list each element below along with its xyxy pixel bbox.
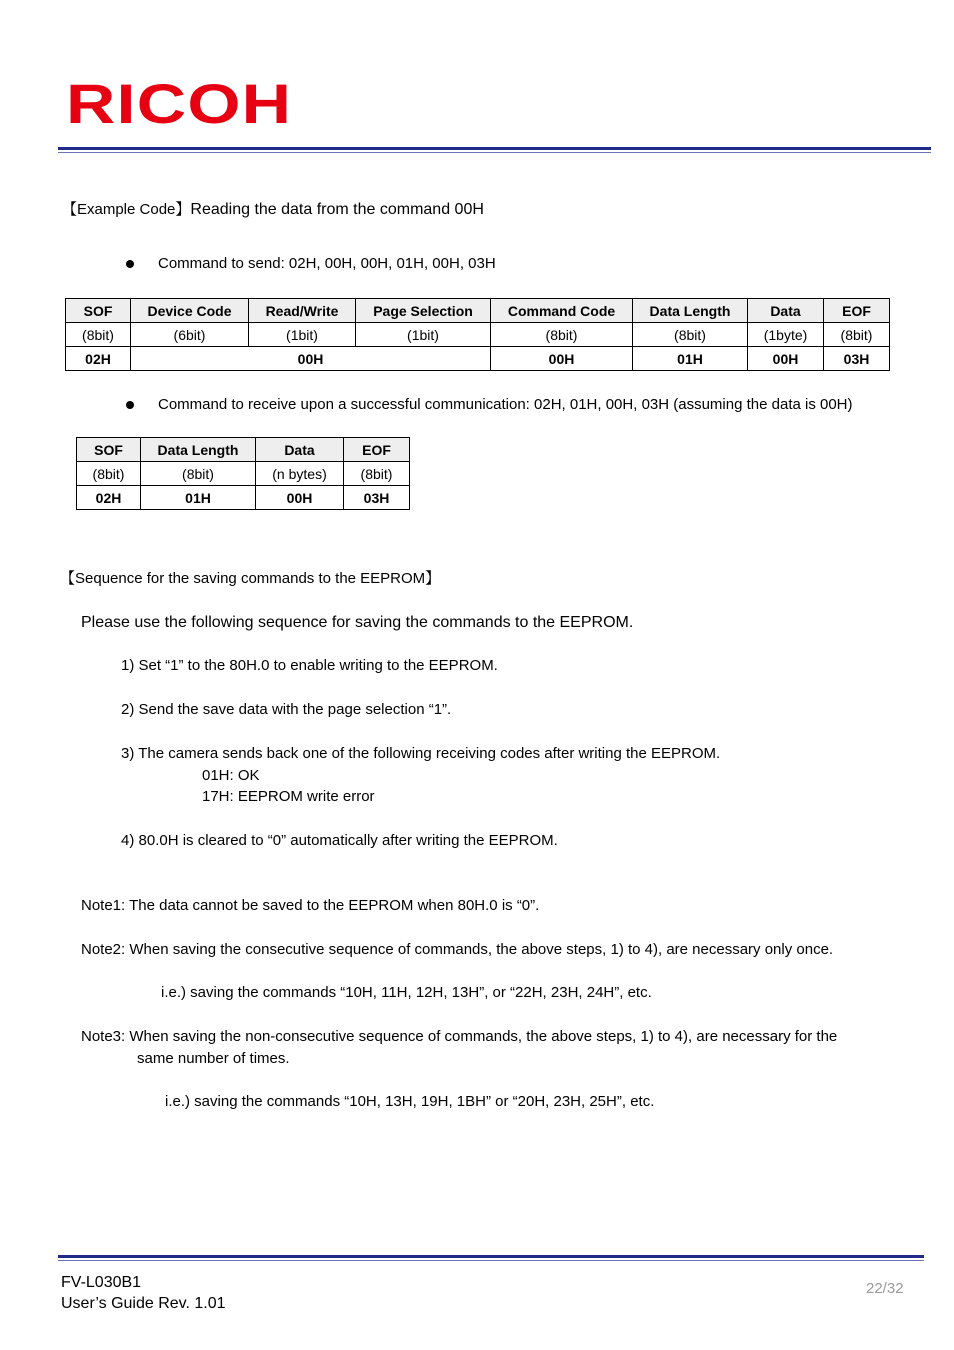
send-command-table [65,298,890,371]
note-2: Note2: When saving the consecutive sequence of commands, the above steps, 1) to 4), are necessary only once. [81,941,834,958]
table-cell: (1byte) [748,323,824,347]
sequence-step-1: 1) Set “1” to the 80H.0 to enable writing to the EEPROM. [121,657,498,674]
table-header-row [66,299,890,323]
receive-code-ok: 01H: OK [202,767,260,784]
note-3-line-1: Note3: When saving the non-consecutive sequence of commands, the above steps, 1) to 4), are necessary for the [81,1028,838,1045]
header-rule-thin [58,152,931,153]
header-rule [58,147,931,150]
table-header-cell: Command Code [491,299,633,323]
table-header-cell: EOF [344,438,410,462]
footer-rule [58,1255,924,1258]
table-cell: 02H [66,347,131,371]
table-cell: 00H [491,347,633,371]
table-cell: 03H [824,347,890,371]
table-cell: 00H [131,347,491,371]
receive-code-error: 17H: EEPROM write error [202,788,375,805]
table-header-cell: Data [748,299,824,323]
page-number: 22/32 [866,1280,904,1297]
bullet-icon [126,401,134,409]
table-cell: (8bit) [491,323,633,347]
footer-guide-revision: User’s Guide Rev. 1.01 [61,1295,226,1312]
table-header-cell: Data [256,438,344,462]
receive-command-text: Command to receive upon a successful communication: 02H, 01H, 00H, 03H (assuming the data is 00H) [158,396,853,413]
table-cell: (8bit) [66,323,131,347]
table-row [66,323,890,347]
table-cell: 03H [344,486,410,510]
sequence-step-4: 4) 80.0H is cleared to “0” automatically after writing the EEPROM. [121,832,558,849]
note-3-example: i.e.) saving the commands “10H, 13H, 19H, 1BH” or “20H, 23H, 25H”, etc. [165,1093,655,1110]
table-cell: (n bytes) [256,462,344,486]
table-cell: (6bit) [131,323,249,347]
table-cell: (1bit) [356,323,491,347]
table-header-cell: Device Code [131,299,249,323]
table-header-cell: SOF [77,438,141,462]
receive-command-table [76,437,410,510]
ricoh-logo: RICOH [66,72,293,135]
table-header-cell: Data Length [141,438,256,462]
note-2-example: i.e.) saving the commands “10H, 11H, 12H, 13H”, or “22H, 23H, 24H”, etc. [161,984,652,1001]
table-cell: (1bit) [249,323,356,347]
table-header-cell: Read/Write [249,299,356,323]
table-header-cell: EOF [824,299,890,323]
table-cell: 01H [141,486,256,510]
table-row [66,347,890,371]
table-header-cell: Data Length [633,299,748,323]
table-cell: (8bit) [77,462,141,486]
sequence-intro: Please use the following sequence for saving the commands to the EEPROM. [81,614,634,631]
example-title-bracket: 【Example Code】 [62,201,191,218]
sequence-title: 【Sequence for the saving commands to the EEPROM】 [60,570,441,587]
table-cell: (8bit) [824,323,890,347]
table-header-cell: SOF [66,299,131,323]
table-cell: 00H [748,347,824,371]
bullet-icon [126,260,134,268]
footer-model: FV-L030B1 [61,1274,142,1291]
sequence-step-2: 2) Send the save data with the page selection “1”. [121,701,452,718]
table-cell: 02H [77,486,141,510]
table-cell: (8bit) [633,323,748,347]
table-cell: (8bit) [141,462,256,486]
note-3-line-2: same number of times. [137,1050,290,1067]
table-row [77,486,410,510]
table-cell: 01H [633,347,748,371]
example-title [62,200,484,220]
note-1: Note1: The data cannot be saved to the EEPROM when 80H.0 is “0”. [81,897,540,914]
table-row [77,462,410,486]
sequence-step-3: 3) The camera sends back one of the following receiving codes after writing the EEPROM. [121,745,721,762]
table-cell: (8bit) [344,462,410,486]
table-header-cell: Page Selection [356,299,491,323]
table-cell: 00H [256,486,344,510]
example-title-text: Reading the data from the command 00H [190,201,484,218]
table-header-row [77,438,410,462]
send-command-text: Command to send: 02H, 00H, 00H, 01H, 00H, 03H [158,255,496,272]
footer-rule-thin [58,1260,924,1261]
